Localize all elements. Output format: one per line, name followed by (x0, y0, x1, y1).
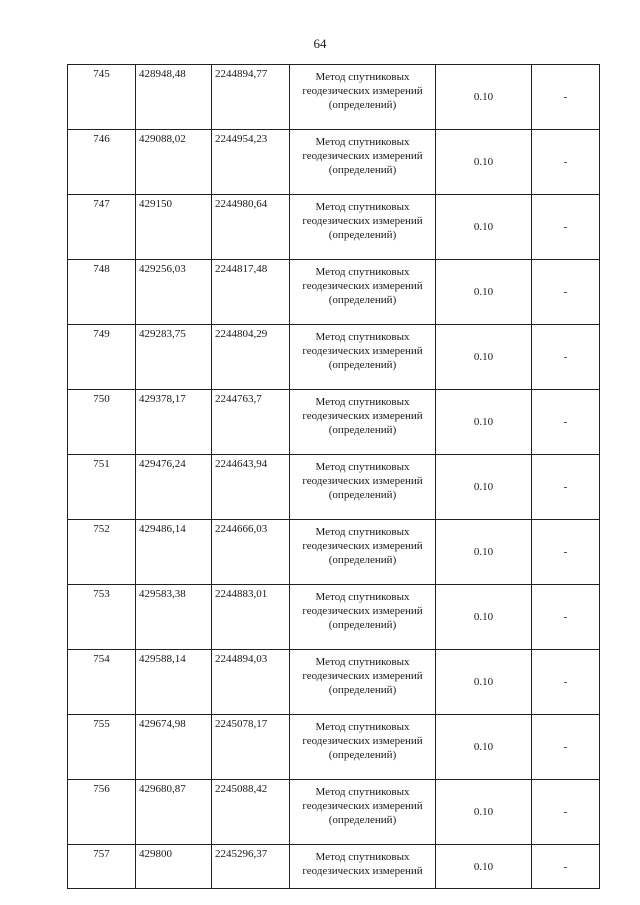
method-line: геодезических измерений (302, 410, 423, 422)
x-coordinate-cell: 429800 (136, 845, 212, 889)
description-cell: - (532, 390, 600, 455)
accuracy-cell: 0.10 (436, 260, 532, 325)
table-row (68, 780, 600, 845)
y-coordinate-cell: 2244883,01 (212, 585, 290, 650)
table-row (68, 260, 600, 325)
y-coordinate-cell: 2244980,64 (212, 195, 290, 260)
method-cell (290, 130, 436, 195)
description-cell: - (532, 325, 600, 390)
table-row (68, 585, 600, 650)
x-coordinate-cell: 429486,14 (136, 520, 212, 585)
accuracy-cell: 0.10 (436, 325, 532, 390)
accuracy-cell: 0.10 (436, 130, 532, 195)
accuracy-cell: 0.10 (436, 780, 532, 845)
x-coordinate-cell: 428948,48 (136, 65, 212, 130)
method-cell (290, 260, 436, 325)
accuracy-cell: 0.10 (436, 65, 532, 130)
x-coordinate-cell: 429588,14 (136, 650, 212, 715)
accuracy-cell: 0.10 (436, 195, 532, 260)
accuracy-cell: 0.10 (436, 650, 532, 715)
table-row (68, 65, 600, 130)
method-line: Метод спутниковых (315, 396, 410, 408)
y-coordinate-cell: 2245296,37 (212, 845, 290, 889)
accuracy-cell: 0.10 (436, 715, 532, 780)
method-line: Метод спутниковых (315, 201, 410, 213)
table-row (68, 845, 600, 889)
table-row (68, 715, 600, 780)
method-line: (определений) (328, 749, 397, 761)
y-coordinate-cell: 2245078,17 (212, 715, 290, 780)
y-coordinate-cell: 2245088,42 (212, 780, 290, 845)
method-cell (290, 845, 436, 889)
point-number-cell: 755 (68, 715, 136, 780)
method-line: геодезических измерений (302, 540, 423, 552)
y-coordinate-cell: 2244954,23 (212, 130, 290, 195)
method-line: (определений) (328, 164, 397, 176)
description-cell: - (532, 585, 600, 650)
method-cell (290, 780, 436, 845)
y-coordinate-cell: 2244894,03 (212, 650, 290, 715)
method-line: Метод спутниковых (315, 136, 410, 148)
y-coordinate-cell: 2244763,7 (212, 390, 290, 455)
point-number-cell: 750 (68, 390, 136, 455)
point-number-cell: 752 (68, 520, 136, 585)
table-row (68, 390, 600, 455)
page-number: 64 (313, 36, 327, 51)
point-number-cell: 745 (68, 65, 136, 130)
y-coordinate-cell: 2244804,29 (212, 325, 290, 390)
description-cell: - (532, 195, 600, 260)
method-line: (определений) (328, 359, 397, 371)
description-cell: - (532, 845, 600, 889)
accuracy-cell: 0.10 (436, 390, 532, 455)
point-number-cell: 747 (68, 195, 136, 260)
x-coordinate-cell: 429283,75 (136, 325, 212, 390)
description-cell: - (532, 780, 600, 845)
table-row (68, 325, 600, 390)
method-cell (290, 325, 436, 390)
point-number-cell: 748 (68, 260, 136, 325)
coordinates-table (67, 64, 600, 889)
method-line: геодезических измерений (302, 735, 423, 747)
method-line: (определений) (328, 684, 397, 696)
method-line: геодезических измерений (302, 670, 423, 682)
method-line: геодезических измерений (302, 605, 423, 617)
method-line: Метод спутниковых (315, 71, 410, 83)
description-cell: - (532, 130, 600, 195)
accuracy-cell: 0.10 (436, 455, 532, 520)
description-cell: - (532, 650, 600, 715)
method-line: (определений) (328, 229, 397, 241)
x-coordinate-cell: 429150 (136, 195, 212, 260)
table-row (68, 520, 600, 585)
method-cell (290, 585, 436, 650)
method-line: (определений) (328, 99, 397, 111)
method-cell (290, 390, 436, 455)
method-line: геодезических измерений (302, 345, 423, 357)
x-coordinate-cell: 429256,03 (136, 260, 212, 325)
accuracy-cell: 0.10 (436, 585, 532, 650)
method-line: геодезических измерений (302, 215, 423, 227)
x-coordinate-cell: 429674,98 (136, 715, 212, 780)
method-line: Метод спутниковых (315, 591, 410, 603)
method-line: Метод спутниковых (315, 851, 410, 863)
method-cell (290, 520, 436, 585)
method-line: Метод спутниковых (315, 721, 410, 733)
description-cell: - (532, 65, 600, 130)
table-row (68, 130, 600, 195)
table-row (68, 195, 600, 260)
accuracy-cell: 0.10 (436, 845, 532, 889)
coordinates-table-body (68, 65, 600, 889)
y-coordinate-cell: 2244643,94 (212, 455, 290, 520)
method-line: (определений) (328, 554, 397, 566)
point-number-cell: 754 (68, 650, 136, 715)
method-line: геодезических измерений (302, 800, 423, 812)
point-number-cell: 753 (68, 585, 136, 650)
point-number-cell: 757 (68, 845, 136, 889)
point-number-cell: 746 (68, 130, 136, 195)
method-cell (290, 455, 436, 520)
x-coordinate-cell: 429680,87 (136, 780, 212, 845)
method-line: геодезических измерений (302, 150, 423, 162)
y-coordinate-cell: 2244666,03 (212, 520, 290, 585)
x-coordinate-cell: 429088,02 (136, 130, 212, 195)
x-coordinate-cell: 429476,24 (136, 455, 212, 520)
method-line: Метод спутниковых (315, 331, 410, 343)
description-cell: - (532, 520, 600, 585)
method-line: геодезических измерений (302, 85, 423, 97)
point-number-cell: 749 (68, 325, 136, 390)
description-cell: - (532, 260, 600, 325)
method-line: Метод спутниковых (315, 786, 410, 798)
point-number-cell: 751 (68, 455, 136, 520)
method-line: Метод спутниковых (315, 656, 410, 668)
method-line: геодезических измерений (302, 865, 423, 877)
description-cell: - (532, 455, 600, 520)
method-cell (290, 195, 436, 260)
method-line: Метод спутниковых (315, 526, 410, 538)
method-cell (290, 65, 436, 130)
method-line: (определений) (328, 424, 397, 436)
accuracy-cell: 0.10 (436, 520, 532, 585)
method-line: Метод спутниковых (315, 266, 410, 278)
method-cell (290, 715, 436, 780)
method-cell (290, 650, 436, 715)
method-line: геодезических измерений (302, 280, 423, 292)
x-coordinate-cell: 429583,38 (136, 585, 212, 650)
y-coordinate-cell: 2244894,77 (212, 65, 290, 130)
x-coordinate-cell: 429378,17 (136, 390, 212, 455)
y-coordinate-cell: 2244817,48 (212, 260, 290, 325)
method-line: (определений) (328, 294, 397, 306)
description-cell: - (532, 715, 600, 780)
method-line: геодезических измерений (302, 475, 423, 487)
method-line: (определений) (328, 619, 397, 631)
table-row (68, 455, 600, 520)
point-number-cell: 756 (68, 780, 136, 845)
table-row (68, 650, 600, 715)
method-line: (определений) (328, 489, 397, 501)
method-line: Метод спутниковых (315, 461, 410, 473)
method-line: (определений) (328, 814, 397, 826)
